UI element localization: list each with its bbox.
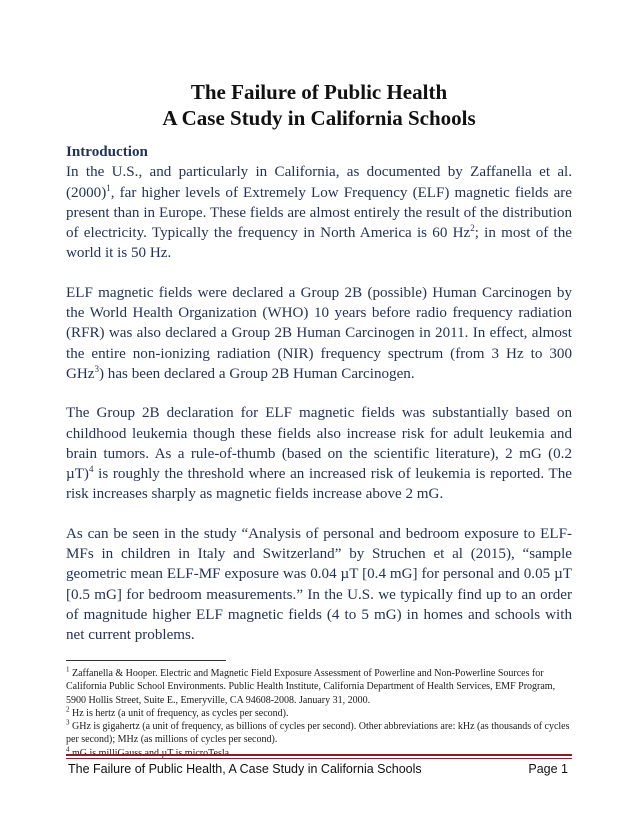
footer-title: The Failure of Public Health, A Case Study in California Schools — [68, 762, 422, 776]
footnotes — [66, 667, 572, 760]
footnote-ref-3: 3 — [94, 363, 99, 374]
footnote-text: Zaffanella & Hooper. Electric and Magnetic Field Exposure Assessment of Powerline and Non-Powerline Sources for California Public School Environments. Public Health Institute, California Department of Health Services, EMF Program, 5900 Hollis Street, Suite E., Emeryville, CA 94608-2008. January 31, 2000. — [66, 668, 556, 706]
intro-text-a: In the U.S., and particularly in California, as documented by Zaffanella et al. (2000) — [66, 164, 572, 201]
paragraph-3-text-a: The Group 2B declaration for ELF magnetic fields was substantially based on childhood leukemia though these fields also increase risk for adult leukemia and brain tumors. As a rule-of-thumb (based on the scientific literature), 2 mG (0.2 µT) — [66, 405, 572, 483]
page-footer — [66, 762, 572, 782]
footer-divider-thick — [66, 754, 572, 756]
footnote-ref-2: 2 — [470, 223, 475, 234]
footnote-ref-1: 1 — [106, 182, 111, 193]
footnote-3 — [66, 720, 572, 747]
body-text — [66, 142, 572, 665]
footnote-text: GHz is gigahertz (a unit of frequency, as billions of cycles per second). Other abbreviations are: kHz (as thousands of cycles per second); MHz (as millions of cycles per second). — [66, 721, 570, 746]
intro-heading: Introduction — [66, 144, 148, 160]
paragraph-2-text-a: ELF magnetic fields were declared a Group 2B (possible) Human Carcinogen by the World Health Organization (WHO) 10 years before radio frequency radiation (RFR) was also declared a Group 2B Human Carcinogen in 2011. In effect, almost the entire non-ionizing radiation (NIR) frequency spectrum (from 3 Hz to 300 GHz — [66, 284, 572, 382]
intro-text-c: ; in most of the world it is 50 Hz. — [66, 225, 572, 262]
footnote-ref-4: 4 — [88, 464, 94, 475]
paragraph-2 — [66, 283, 572, 384]
footnote-num: 3 — [66, 718, 70, 727]
paragraph-2-text-b: ) has been declared a Group 2B Human Carcinogen. — [99, 365, 415, 382]
footer-divider-thin — [66, 758, 572, 759]
intro-paragraph — [66, 142, 572, 264]
footnote-divider — [66, 660, 226, 661]
footnote-num: 2 — [66, 705, 70, 714]
footnote-1 — [66, 667, 572, 707]
footnote-num: 4 — [66, 745, 70, 754]
intro-text-b: , far higher levels of Extremely Low Frequency (ELF) magnetic fields are present than in Europe. These fields are almost entirely the result of the distribution of electricity. Typically the frequency in North America is 60 Hz — [66, 184, 572, 242]
paragraph-4: As can be seen in the study “Analysis of personal and bedroom exposure to ELF-MFs in children in Italy and Switzerland” by Struchen et al (2015), “sample geometric mean ELF-MF exposure was 0.04 µT [0.4 mG] for personal and 0.05 µT [0.5 mG] for bedroom measurements.” In the U.S. we typically find up to an order of magnitude higher ELF magnetic fields (4 to 5 mG) in homes and schools with net current problems. — [66, 525, 572, 644]
page-number: Page 1 — [528, 762, 568, 776]
title-line-2: A Case Study in California Schools — [162, 106, 476, 130]
title-line-1: The Failure of Public Health — [190, 80, 448, 104]
footnote-2 — [66, 707, 572, 720]
footnote-num: 1 — [66, 665, 70, 674]
paragraph-3-text-b: is roughly the threshold where an increased risk of leukemia is reported. The risk increases sharply as magnetic fields increase above 2 mG. — [66, 466, 572, 503]
paragraph-3 — [66, 403, 572, 504]
footnote-text: Hz is hertz (a unit of frequency, as cycles per second). — [69, 707, 289, 719]
footnote-text: mG is milliGauss and µT is microTesla — [69, 747, 230, 759]
